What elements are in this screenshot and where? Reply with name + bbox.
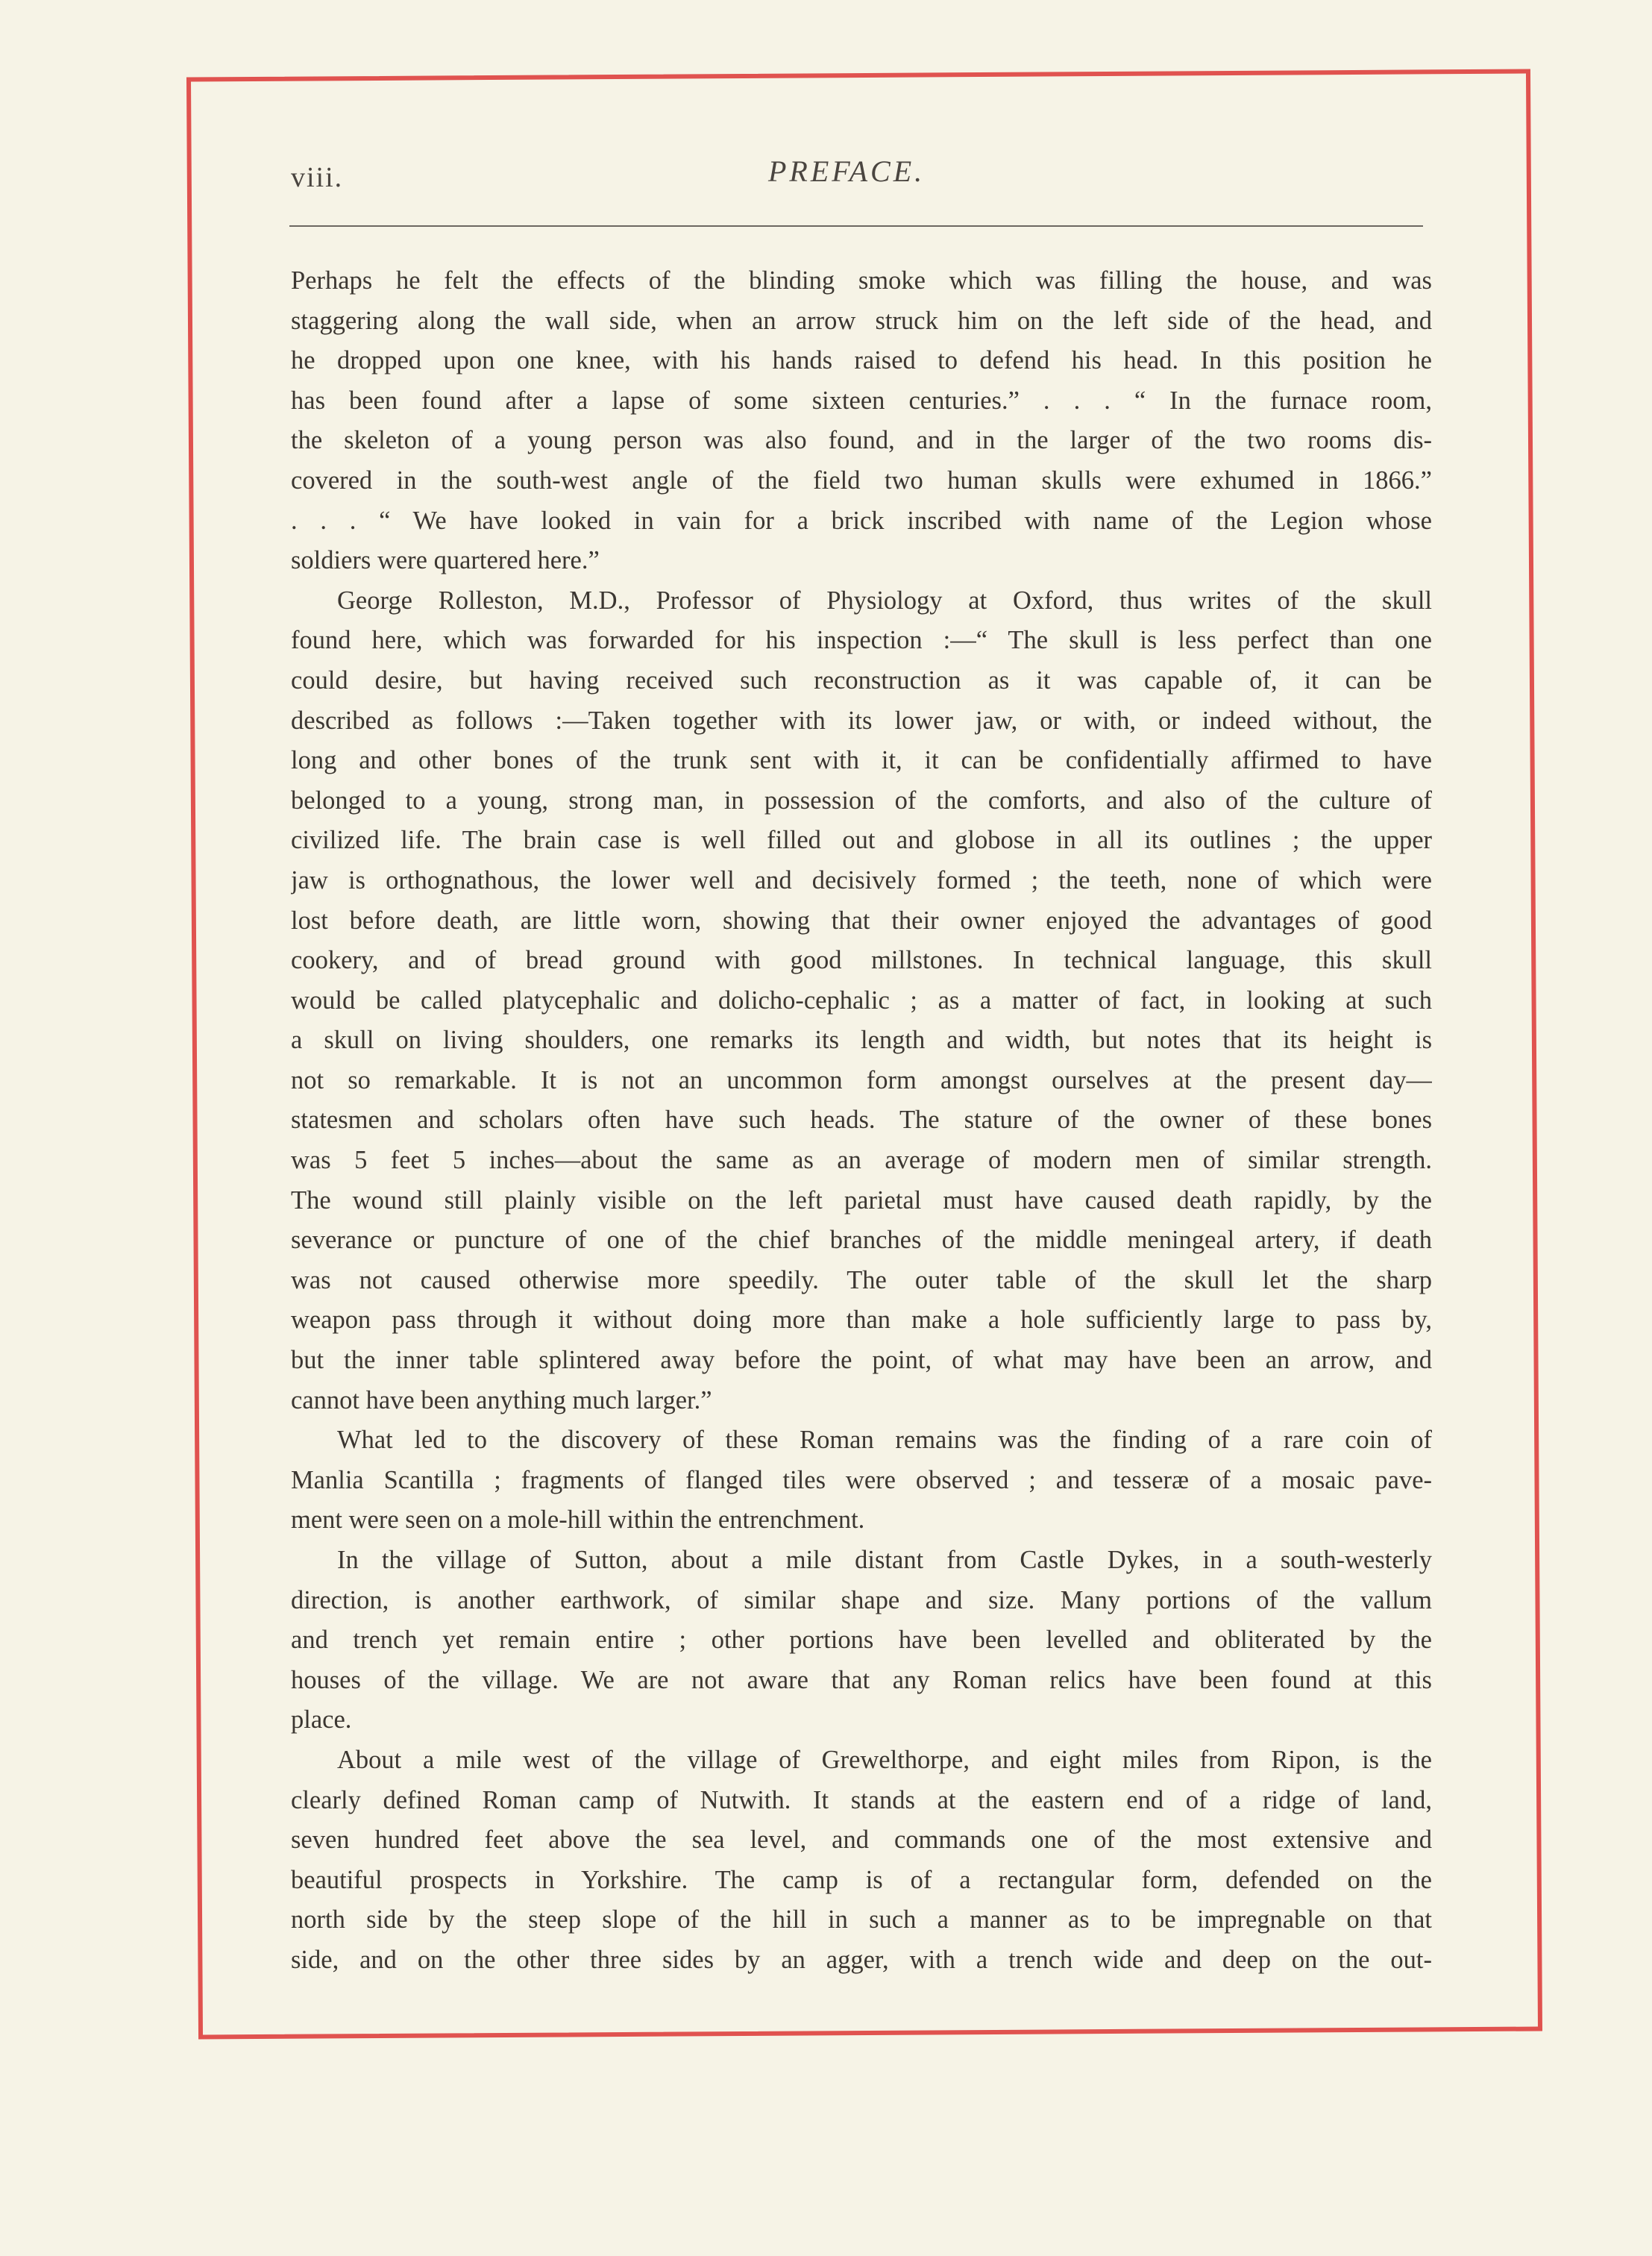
text-line: and trench yet remain entire ; other portions have been levelled and obliterated by the	[291, 1626, 1432, 1655]
text-line: clearly defined Roman camp of Nutwith. It stands at the eastern end of a ridge of land,	[291, 1785, 1432, 1814]
text-line: About a mile west of the village of Grewelthorpe, and eight miles from Ripon, is the	[337, 1745, 1432, 1774]
text-line: the skeleton of a young person was also found, and in the larger of the two rooms dis-	[291, 426, 1432, 455]
text-line: severance or puncture of one of the chief branches of the middle meningeal artery, if death	[291, 1226, 1432, 1255]
text-line: could desire, but having received such reconstruction as it was capable of, it can be	[291, 665, 1432, 695]
text-line: George Rolleston, M.D., Professor of Physiology at Oxford, thus writes of the skull	[337, 586, 1432, 615]
text-line: ment were seen on a mole-hill within the entrenchment.	[291, 1505, 865, 1535]
text-line: . . . “ We have looked in vain for a brick inscribed with name of the Legion whose	[291, 506, 1432, 535]
text-line: seven hundred feet above the sea level, and commands one of the most extensive and	[291, 1826, 1432, 1855]
body-text	[291, 261, 1432, 1981]
text-line: soldiers were quartered here.”	[291, 546, 600, 575]
text-line: he dropped upon one knee, with his hands raised to defend his head. In this position he	[291, 346, 1432, 375]
text-line: cookery, and of bread ground with good millstones. In technical language, this skull	[291, 946, 1432, 975]
text-line: a skull on living shoulders, one remarks its length and width, but notes that its height is	[291, 1026, 1432, 1055]
text-line: cannot have been anything much larger.”	[291, 1385, 712, 1414]
page-number: viii.	[291, 162, 344, 193]
text-line: place.	[291, 1705, 352, 1735]
text-line: lost before death, are little worn, showing that their owner enjoyed the advantages of good	[291, 906, 1432, 935]
text-line: beautiful prospects in Yorkshire. The camp is of a rectangular form, defended on the	[291, 1865, 1432, 1894]
text-line: covered in the south-west angle of the field two human skulls were exhumed in 1866.”	[291, 466, 1432, 495]
text-line: Manlia Scantilla ; fragments of flanged tiles were observed ; and tesseræ of a mosaic pave-	[291, 1465, 1432, 1494]
header-rule	[289, 225, 1423, 227]
text-line: north side by the steep slope of the hill in such a manner as to be impregnable on that	[291, 1905, 1432, 1934]
text-line: found here, which was forwarded for his inspection :—“ The skull is less perfect than one	[291, 626, 1432, 655]
text-line: side, and on the other three sides by an agger, with a trench wide and deep on the out-	[291, 1945, 1432, 1974]
text-line: Perhaps he felt the effects of the blinding smoke which was filling the house, and was	[291, 266, 1432, 295]
running-head: PREFACE.	[768, 154, 926, 188]
text-line: was not caused otherwise more speedily. The outer table of the skull let the sharp	[291, 1265, 1432, 1294]
text-line: belonged to a young, strong man, in possession of the comforts, and also of the culture of	[291, 786, 1432, 815]
text-line: civilized life. The brain case is well filled out and globose in all its outlines ; the upper	[291, 826, 1432, 855]
text-line: In the village of Sutton, about a mile distant from Castle Dykes, in a south-westerly	[337, 1546, 1432, 1574]
text-line: long and other bones of the trunk sent with it, it can be confidentially affirmed to have	[291, 746, 1432, 775]
text-line: What led to the discovery of these Roman remains was the finding of a rare coin of	[337, 1426, 1432, 1455]
text-line: direction, is another earthwork, of similar shape and size. Many portions of the vallum	[291, 1585, 1432, 1614]
text-line: houses of the village. We are not aware that any Roman relics have been found at this	[291, 1665, 1432, 1694]
text-line: The wound still plainly visible on the left parietal must have caused death rapidly, by the	[291, 1185, 1432, 1215]
text-line: not so remarkable. It is not an uncommon form amongst ourselves at the present day—	[291, 1065, 1432, 1094]
text-line: statesmen and scholars often have such heads. The stature of the owner of these bones	[291, 1106, 1432, 1135]
text-line: jaw is orthognathous, the lower well and decisively formed ; the teeth, none of which were	[291, 865, 1432, 894]
text-line: but the inner table splintered away before the point, of what may have been an arrow, and	[291, 1346, 1432, 1375]
text-line: described as follows :—Taken together with its lower jaw, or with, or indeed without, the	[291, 706, 1432, 735]
text-line: would be called platycephalic and dolicho-cephalic ; as a matter of fact, in looking at such	[291, 986, 1432, 1015]
text-line: weapon pass through it without doing more than make a hole sufficiently large to pass by,	[291, 1306, 1432, 1335]
text-line: staggering along the wall side, when an arrow struck him on the left side of the head, and	[291, 306, 1432, 335]
text-line: was 5 feet 5 inches—about the same as an average of modern men of similar strength.	[291, 1146, 1432, 1175]
text-line: has been found after a lapse of some sixteen centuries.” . . . “ In the furnace room,	[291, 386, 1432, 415]
